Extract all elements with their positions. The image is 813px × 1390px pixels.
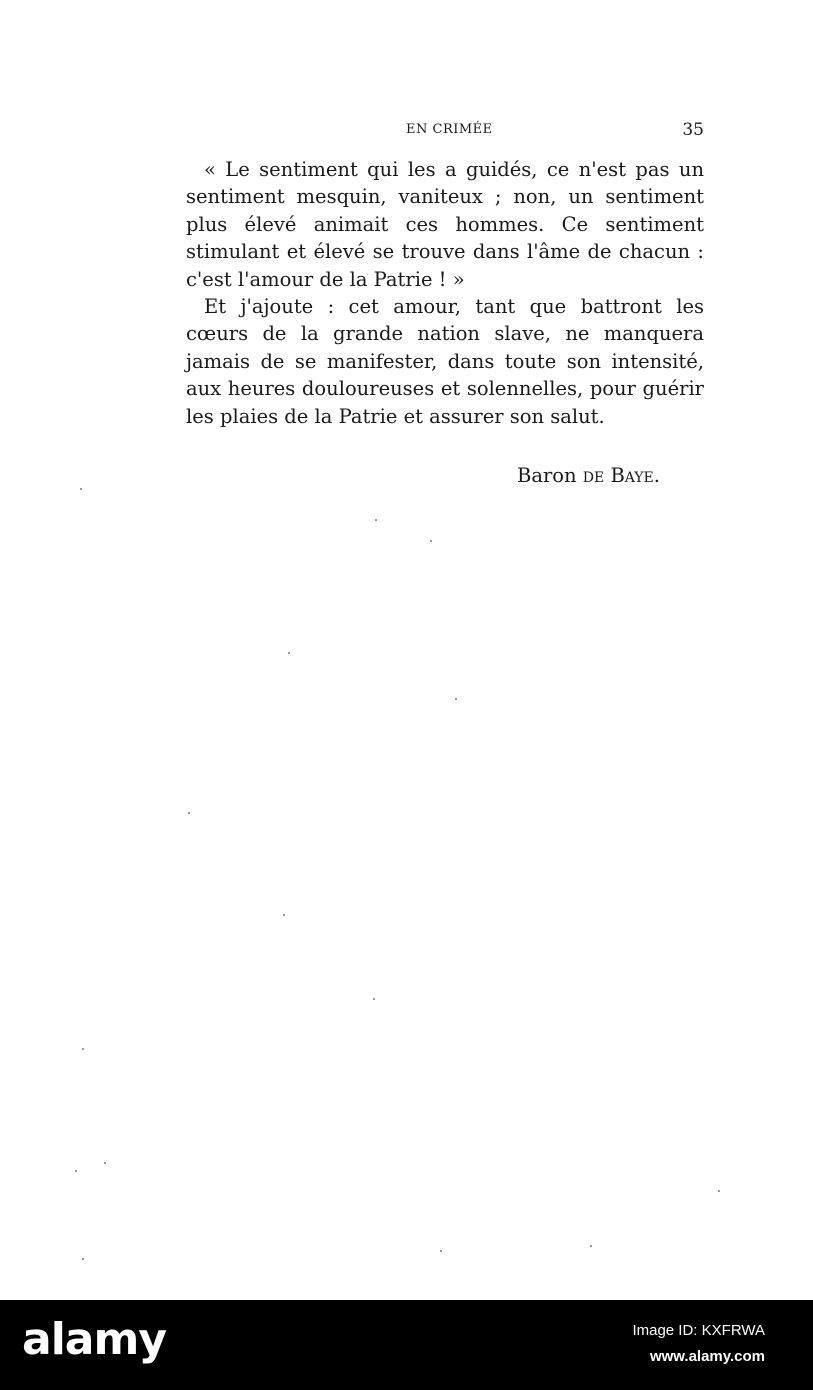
running-title: EN CRIMÉE [406,122,493,137]
scan-speck [82,1048,84,1050]
page-number: 35 [682,120,704,140]
paragraph-quote: « Le sentiment qui les a guidés, ce n'est pas un sentiment mesquin, vaniteux ; non, un sentiment plus élevé animait ces hommes. Ce sentiment stimulant et élevé se trouve dans l'âme de chacun : c'est l'amour de la Patrie ! » [186,158,704,291]
signature-surname: Baye. [610,464,660,487]
running-head [186,120,706,142]
paragraph-conclusion: Et j'ajoute : cet amour, tant que battront les cœurs de la grande nation slave, ne manquera jamais de se manifester, dans toute son intensité, aux heures douloureuses et solennelles, pour guérir les plaies de la Patrie et assurer son salut. [186,295,704,428]
alamy-logo: alamy [22,1314,166,1365]
scan-speck [104,1162,106,1164]
signature-particle: de [582,464,605,487]
scan-speck [80,488,82,490]
scan-speck [373,998,375,1000]
scan-speck [283,914,285,916]
watermark-footer [0,1300,813,1390]
scan-speck [375,519,377,521]
scan-speck [430,540,432,542]
image-id: Image ID: KXFRWA [632,1322,765,1339]
scan-speck [288,652,290,654]
signature-given: Baron [517,464,577,487]
author-signature [517,464,660,487]
scan-speck [75,1170,77,1172]
scan-speck [455,698,457,700]
scan-speck [590,1245,592,1247]
scan-speck [82,1258,84,1260]
body-text [186,156,704,430]
scan-speck [188,812,190,814]
scan-speck [440,1250,442,1252]
scan-speck [718,1190,720,1192]
site-url: www.alamy.com [649,1348,765,1365]
